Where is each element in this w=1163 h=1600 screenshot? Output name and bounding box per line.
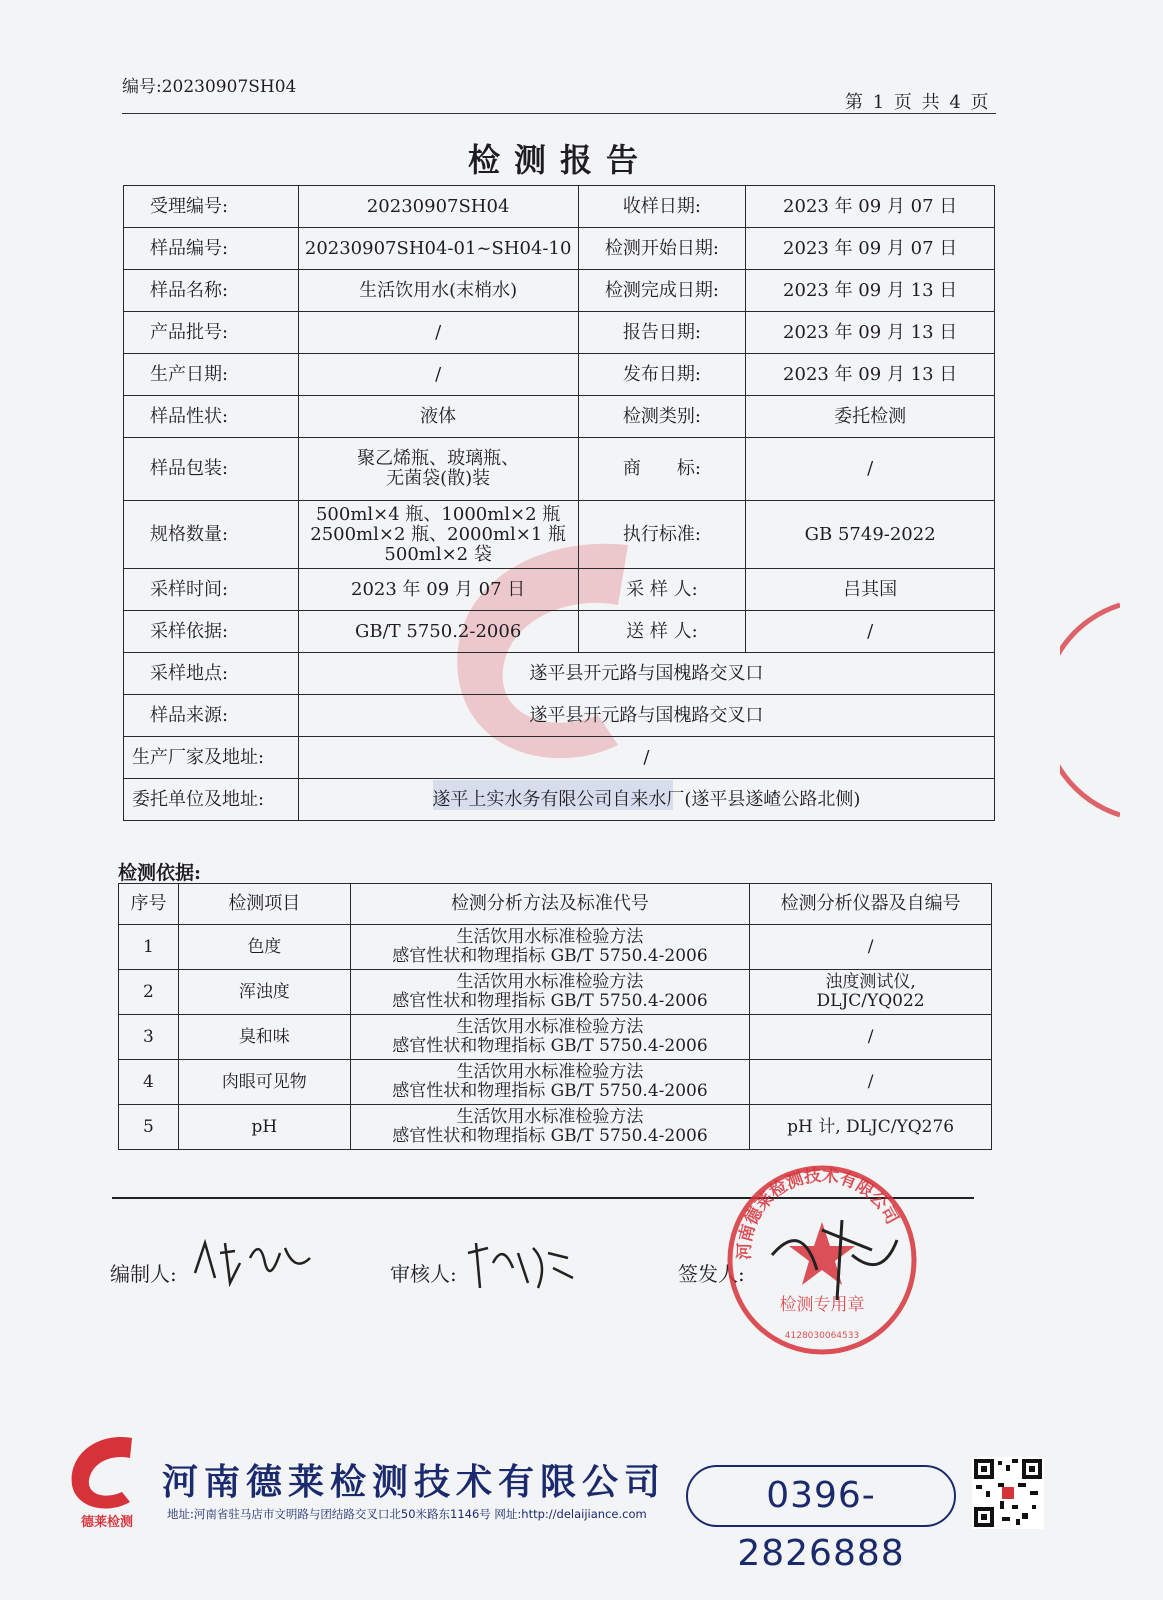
methods-table — [118, 883, 992, 1150]
official-stamp — [722, 1160, 922, 1360]
header-item: 检测项目 — [178, 884, 350, 925]
row-method — [350, 1015, 749, 1060]
sampler-value: 吕其国 — [746, 569, 995, 611]
manufacturer-label: 生产厂家及地址: — [124, 737, 299, 779]
row-no: 3 — [119, 1015, 179, 1060]
accept-no-label: 受理编号: — [124, 186, 299, 228]
table-row — [124, 501, 995, 569]
page-info: 第 1 页 共 4 页 — [845, 92, 991, 113]
sampling-basis-label: 采样依据: — [124, 611, 299, 653]
table-row — [119, 970, 992, 1015]
table-row — [119, 1060, 992, 1105]
table-row — [124, 438, 995, 501]
spec-line-1: 500ml×4 瓶、1000ml×2 瓶 — [315, 503, 561, 525]
row-item: 色度 — [178, 925, 350, 970]
client-label: 委托单位及地址: — [124, 779, 299, 821]
prepared-by-label: 编制人: — [110, 1262, 177, 1286]
company-phone: 0396-2826888 — [686, 1465, 956, 1527]
company-logo — [62, 1430, 152, 1530]
partial-seal — [1060, 600, 1120, 820]
method-line-2: 感官性状和物理指标 GB/T 5750.4-2006 — [392, 946, 708, 966]
header-divider — [122, 113, 996, 114]
table-row — [119, 1105, 992, 1150]
accept-no-value: 20230907SH04 — [298, 186, 578, 228]
report-date-value: 2023 年 09 月 13 日 — [746, 312, 995, 354]
sample-source-label: 样品来源: — [124, 695, 299, 737]
method-line-2: 感官性状和物理指标 GB/T 5750.4-2006 — [392, 1081, 708, 1101]
table-row — [124, 695, 995, 737]
row-method — [350, 1105, 749, 1150]
table-row — [124, 270, 995, 312]
manufacturer-value: / — [298, 737, 994, 779]
batch-label: 产品批号: — [124, 312, 299, 354]
instrument-line-2: DLJC/YQ022 — [816, 991, 925, 1011]
row-no: 4 — [119, 1060, 179, 1105]
method-line-1: 生活饮用水标准检验方法 — [456, 972, 644, 992]
stamp-number: 4128030064533 — [784, 1331, 860, 1341]
test-basis-heading: 检测依据: — [118, 862, 202, 884]
table-row — [124, 611, 995, 653]
package-line-2: 无菌袋(散)装 — [386, 468, 491, 489]
sampling-site-label: 采样地点: — [124, 653, 299, 695]
brand-value: / — [746, 438, 995, 501]
instrument-line-1: 浊度测试仪, — [825, 972, 916, 992]
publish-date-value: 2023 年 09 月 13 日 — [746, 354, 995, 396]
sample-source-value: 遂平县开元路与国槐路交叉口 — [298, 695, 994, 737]
method-line-1: 生活饮用水标准检验方法 — [456, 1107, 644, 1127]
instrument-line-1: / — [867, 936, 874, 957]
trait-label: 样品性状: — [124, 396, 299, 438]
table-row — [124, 312, 995, 354]
company-address: 地址:河南省驻马店市文明路与团结路交叉口北50米路东1146号 网址:http://delaijiance.com — [167, 1507, 647, 1521]
package-label: 样品包装: — [124, 438, 299, 501]
method-line-1: 生活饮用水标准检验方法 — [456, 927, 644, 947]
report-date-label: 报告日期: — [578, 312, 746, 354]
header-method: 检测分析方法及标准代号 — [350, 884, 749, 925]
table-row — [119, 1015, 992, 1060]
sender-value: / — [746, 611, 995, 653]
row-instrument — [750, 1015, 992, 1060]
instrument-line-1: / — [867, 1071, 874, 1092]
reviewed-by-label: 审核人: — [390, 1262, 457, 1286]
report-number: 编号:20230907SH04 — [122, 77, 297, 97]
prepared-by-signature — [185, 1233, 315, 1293]
test-type-value: 委托检测 — [746, 396, 995, 438]
standard-value: GB 5749-2022 — [746, 501, 995, 569]
page-title: 检测报告 — [467, 141, 652, 179]
sampling-time-value: 2023 年 09 月 07 日 — [298, 569, 578, 611]
table-row — [124, 186, 995, 228]
test-start-label: 检测开始日期: — [578, 228, 746, 270]
sampling-basis-value: GB/T 5750.2-2006 — [298, 611, 578, 653]
row-item: 肉眼可见物 — [178, 1060, 350, 1105]
reviewed-by-signature — [458, 1233, 578, 1303]
sample-no-value: 20230907SH04-01~SH04-10 — [298, 228, 578, 270]
receive-date-value: 2023 年 09 月 07 日 — [746, 186, 995, 228]
company-name: 河南德莱检测技术有限公司 — [162, 1462, 667, 1503]
spec-line-2: 2500ml×2 瓶、2000ml×1 瓶 — [310, 523, 567, 545]
row-instrument — [750, 925, 992, 970]
test-end-label: 检测完成日期: — [578, 270, 746, 312]
prod-date-value: / — [298, 354, 578, 396]
row-item: 浑浊度 — [178, 970, 350, 1015]
method-line-2: 感官性状和物理指标 GB/T 5750.4-2006 — [392, 1036, 708, 1056]
table-row — [124, 653, 995, 695]
table-header-row — [119, 884, 992, 925]
sender-label: 送 样 人: — [578, 611, 746, 653]
row-method — [350, 1060, 749, 1105]
instrument-line-1: pH 计, DLJC/YQ276 — [787, 1116, 955, 1137]
row-instrument — [750, 970, 992, 1015]
method-line-1: 生活饮用水标准检验方法 — [456, 1017, 644, 1037]
row-no: 5 — [119, 1105, 179, 1150]
sampler-label: 采 样 人: — [578, 569, 746, 611]
publish-date-label: 发布日期: — [578, 354, 746, 396]
sample-name-label: 样品名称: — [124, 270, 299, 312]
table-row — [119, 925, 992, 970]
row-method — [350, 970, 749, 1015]
test-end-value: 2023 年 09 月 13 日 — [746, 270, 995, 312]
qr-code-icon — [972, 1457, 1044, 1529]
stamp-center-text: 检测专用章 — [779, 1295, 865, 1315]
logo-text: 德莱检测 — [80, 1515, 134, 1530]
package-value — [298, 438, 578, 501]
row-item: 臭和味 — [178, 1015, 350, 1060]
prod-date-label: 生产日期: — [124, 354, 299, 396]
issued-by-label: 签发人: — [678, 1262, 745, 1286]
spec-value — [298, 501, 578, 569]
table-row — [124, 737, 995, 779]
table-row — [124, 779, 995, 821]
spec-line-3: 500ml×2 袋 — [384, 543, 492, 565]
trait-value: 液体 — [298, 396, 578, 438]
method-line-2: 感官性状和物理指标 GB/T 5750.4-2006 — [392, 991, 708, 1011]
method-line-2: 感官性状和物理指标 GB/T 5750.4-2006 — [392, 1126, 708, 1146]
table-row — [124, 228, 995, 270]
row-no: 2 — [119, 970, 179, 1015]
row-item: pH — [178, 1105, 350, 1150]
client-value: 遂平上实水务有限公司自来水厂(遂平县遂嵖公路北侧) — [298, 779, 994, 821]
sample-name-value: 生活饮用水(末梢水) — [298, 270, 578, 312]
sampling-time-label: 采样时间: — [124, 569, 299, 611]
brand-label: 商 标: — [578, 438, 746, 501]
header-instrument: 检测分析仪器及自编号 — [750, 884, 992, 925]
receive-date-label: 收样日期: — [578, 186, 746, 228]
spec-label: 规格数量: — [124, 501, 299, 569]
table-row — [124, 396, 995, 438]
sampling-site-value: 遂平县开元路与国槐路交叉口 — [298, 653, 994, 695]
sample-info-table — [123, 185, 995, 821]
batch-value: / — [298, 312, 578, 354]
table-row — [124, 569, 995, 611]
row-method — [350, 925, 749, 970]
row-instrument — [750, 1105, 992, 1150]
header-no: 序号 — [119, 884, 179, 925]
stamp-ring-text: 河南德莱检测技术有限公司 — [734, 1165, 903, 1260]
standard-label: 执行标准: — [578, 501, 746, 569]
test-type-label: 检测类别: — [578, 396, 746, 438]
table-row — [124, 354, 995, 396]
test-start-value: 2023 年 09 月 07 日 — [746, 228, 995, 270]
instrument-line-1: / — [867, 1026, 874, 1047]
sample-no-label: 样品编号: — [124, 228, 299, 270]
package-line-1: 聚乙烯瓶、玻璃瓶、 — [357, 448, 520, 469]
row-instrument — [750, 1060, 992, 1105]
method-line-1: 生活饮用水标准检验方法 — [456, 1062, 644, 1082]
row-no: 1 — [119, 925, 179, 970]
